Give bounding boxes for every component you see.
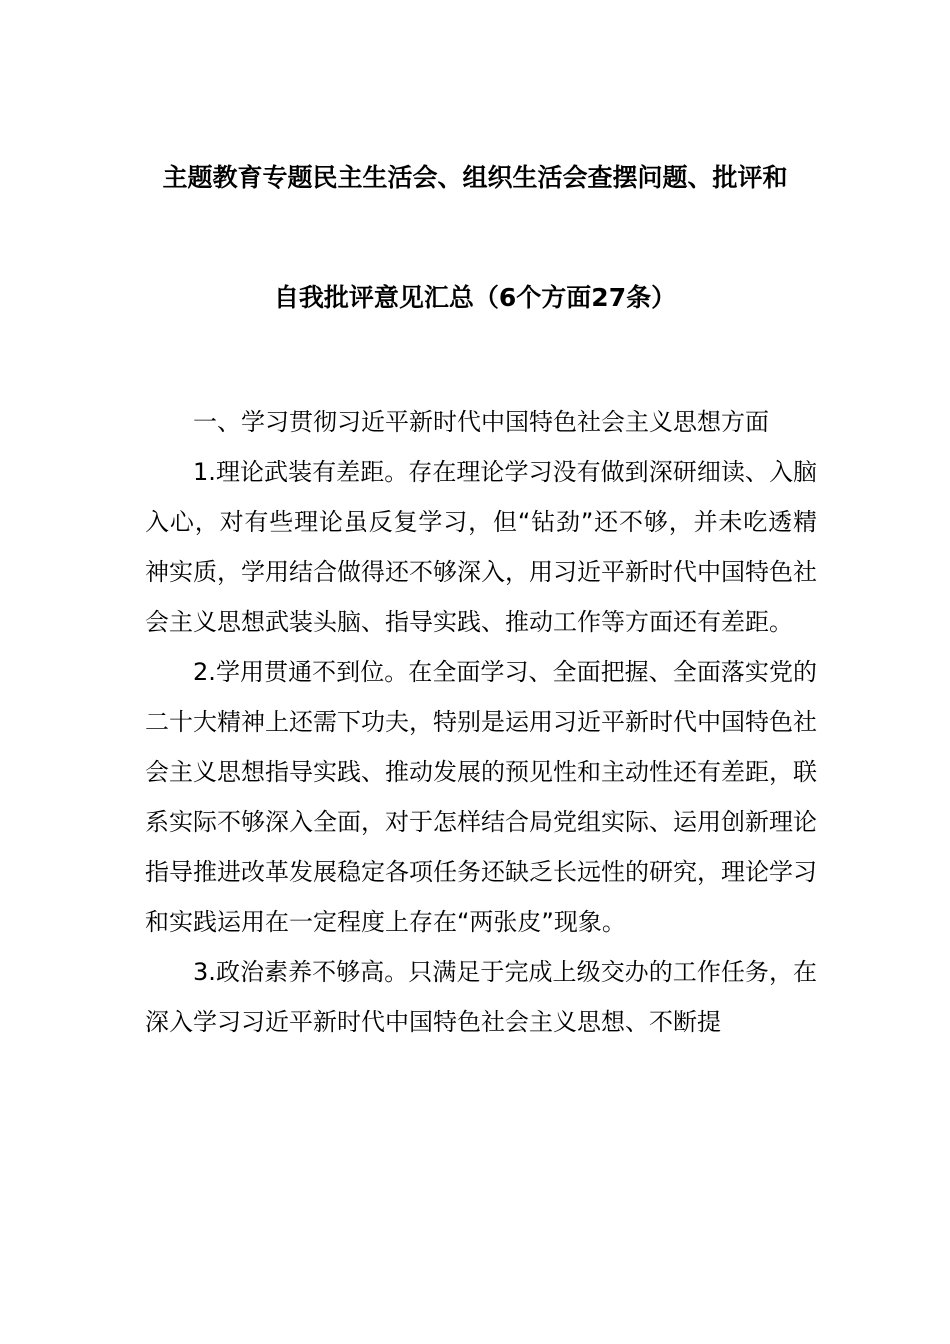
document-title-line-1: 主题教育专题民主生活会、组织生活会查摆问题、批评和: [162, 163, 788, 192]
paragraph-item-2: 2.学用贯通不到位。在全面学习、全面把握、全面落实党的二十大精神上还需下功夫，特别是运用习近平新时代中国特色社会主义思想指导实践、推动发展的预见性和主动性还有差距，联系实际不够深入全面，对于怎样结合局党组实际、运用创新理论指导推进改革发展稳定各项任务还缺乏长远性的研究，理论学习和实践运用在一定程度上存在“两张皮”现象。: [145, 658, 817, 936]
document-body: [145, 397, 817, 1047]
document-title-line-2: 自我批评意见汇总（6个方面27条）: [273, 283, 677, 312]
paragraph-item-3: 3.政治素养不够高。只满足于完成上级交办的工作任务，在深入学习习近平新时代中国特色社会主义思想、不断提: [145, 958, 817, 1036]
paragraph-item-1: 1.理论武装有差距。存在理论学习没有做到深研细读、入脑入心，对有些理论虽反复学习，但“钻劲”还不够，并未吃透精神实质，学用结合做得还不够深入，用习近平新时代中国特色社会主义思想武装头脑、指导实践、推动工作等方面还有差距。: [145, 458, 817, 636]
section-heading: 一、学习贯彻习近平新时代中国特色社会主义思想方面: [193, 408, 769, 436]
